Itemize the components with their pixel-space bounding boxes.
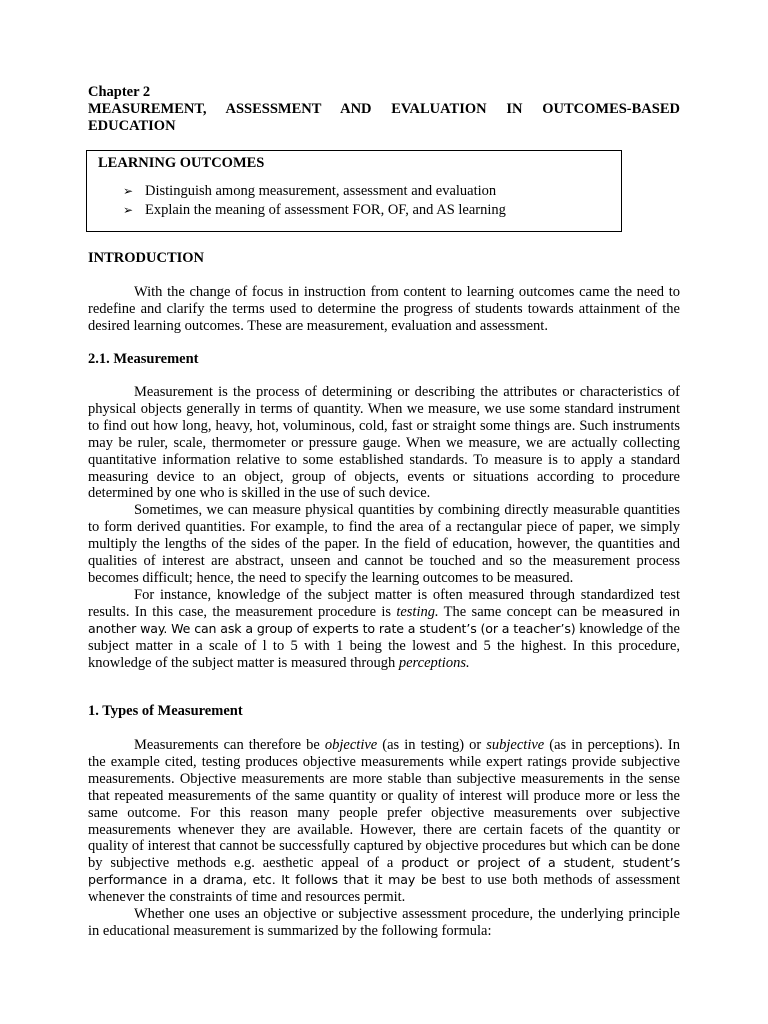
arrow-bullet-icon: ➢ <box>123 203 134 217</box>
section-2-1-heading: 2.1. Measurement <box>88 351 199 367</box>
introduction-paragraph: With the change of focus in instruction from content to learning outcomes came the need to redefine and clarify the terms used to determine the progress of students towards attainment of the desired learning outcomes. These are measurement, evaluation and assessment. <box>88 284 680 334</box>
learning-outcome-item: ➢ Distinguish among measurement, assessment and evaluation <box>123 183 497 199</box>
learning-outcome-item: ➢ Explain the meaning of assessment FOR, OF, and AS learning <box>123 202 506 218</box>
learning-outcomes-heading: LEARNING OUTCOMES <box>98 155 265 171</box>
paragraph: For instance, knowledge of the subject matter is often measured through standardized test results. In this case, the measurement procedure is testing. The same concept can be measured in another way. We can ask a group of experts to rate a student’s (or a teacher’s) knowledge of the subject matter in a scale of l to 5 with 1 being the lowest and 5 the highest. In this procedure, knowledge of the subject matter is measured through perceptions. <box>88 586 680 671</box>
learning-outcomes-box <box>86 150 622 232</box>
types-of-measurement-body <box>88 737 680 940</box>
chapter-number: Chapter 2 <box>88 84 151 100</box>
chapter-title-line2: EDUCATION <box>88 118 176 134</box>
section-2-1-body <box>88 384 680 671</box>
chapter-title-line1: MEASUREMENT, ASSESSMENT AND EVALUATION IN OUTCOMES-BASED <box>88 101 680 117</box>
types-of-measurement-heading: 1. Types of Measurement <box>88 703 243 719</box>
paragraph: Sometimes, we can measure physical quantities by combining directly measurable quantities to form derived quantities. For example, to find the area of a rectangular piece of paper, we simply multiply the lengths of the sides of the paper. In the field of education, however, the quantities and qualities of interest are abstract, unseen and cannot be touched and so the measurement process becomes difficult; hence, the need to specify the learning outcomes to be measured. <box>88 502 680 586</box>
paragraph: Whether one uses an objective or subjective assessment procedure, the underlying principle in educational measurement is summarized by the following formula: <box>88 906 680 939</box>
paragraph: Measurement is the process of determining or describing the attributes or characteristics of physical objects generally in terms of quantity. When we measure, we use some standard instrument to find out how long, heavy, hot, voluminous, cold, fast or straight some things are. Such instruments may be ruler, scale, thermometer or pressure gauge. When we measure, we are actually collecting quantitative information relative to some established standards. To measure is to apply a standard measuring device to an object, group of objects, events or situations according to procedure determined by one who is skilled in the use of such device. <box>88 384 680 502</box>
paragraph: Measurements can therefore be objective (as in testing) or subjective (as in perceptions). In the example cited, testing produces objective measurements while expert ratings provide subjective measurements. Objective measurements are more stable than subjective measurements in the sense that repeated measurements of the same quantity or quality of interest will produce more or less the same outcome. For this reason many people prefer objective measurements over subjective measurements whenever they are available. However, there are certain facets of the quantity or quality of interest that cannot be successfully captured by objective procedures but which can be done by subjective methods e.g. aesthetic appeal of a product or project of a student, student’s performance in a drama, etc. It follows that it may be best to use both methods of assessment whenever the constraints of time and resources permit. <box>88 737 680 906</box>
arrow-bullet-icon: ➢ <box>123 184 134 198</box>
introduction-heading: INTRODUCTION <box>88 250 205 266</box>
